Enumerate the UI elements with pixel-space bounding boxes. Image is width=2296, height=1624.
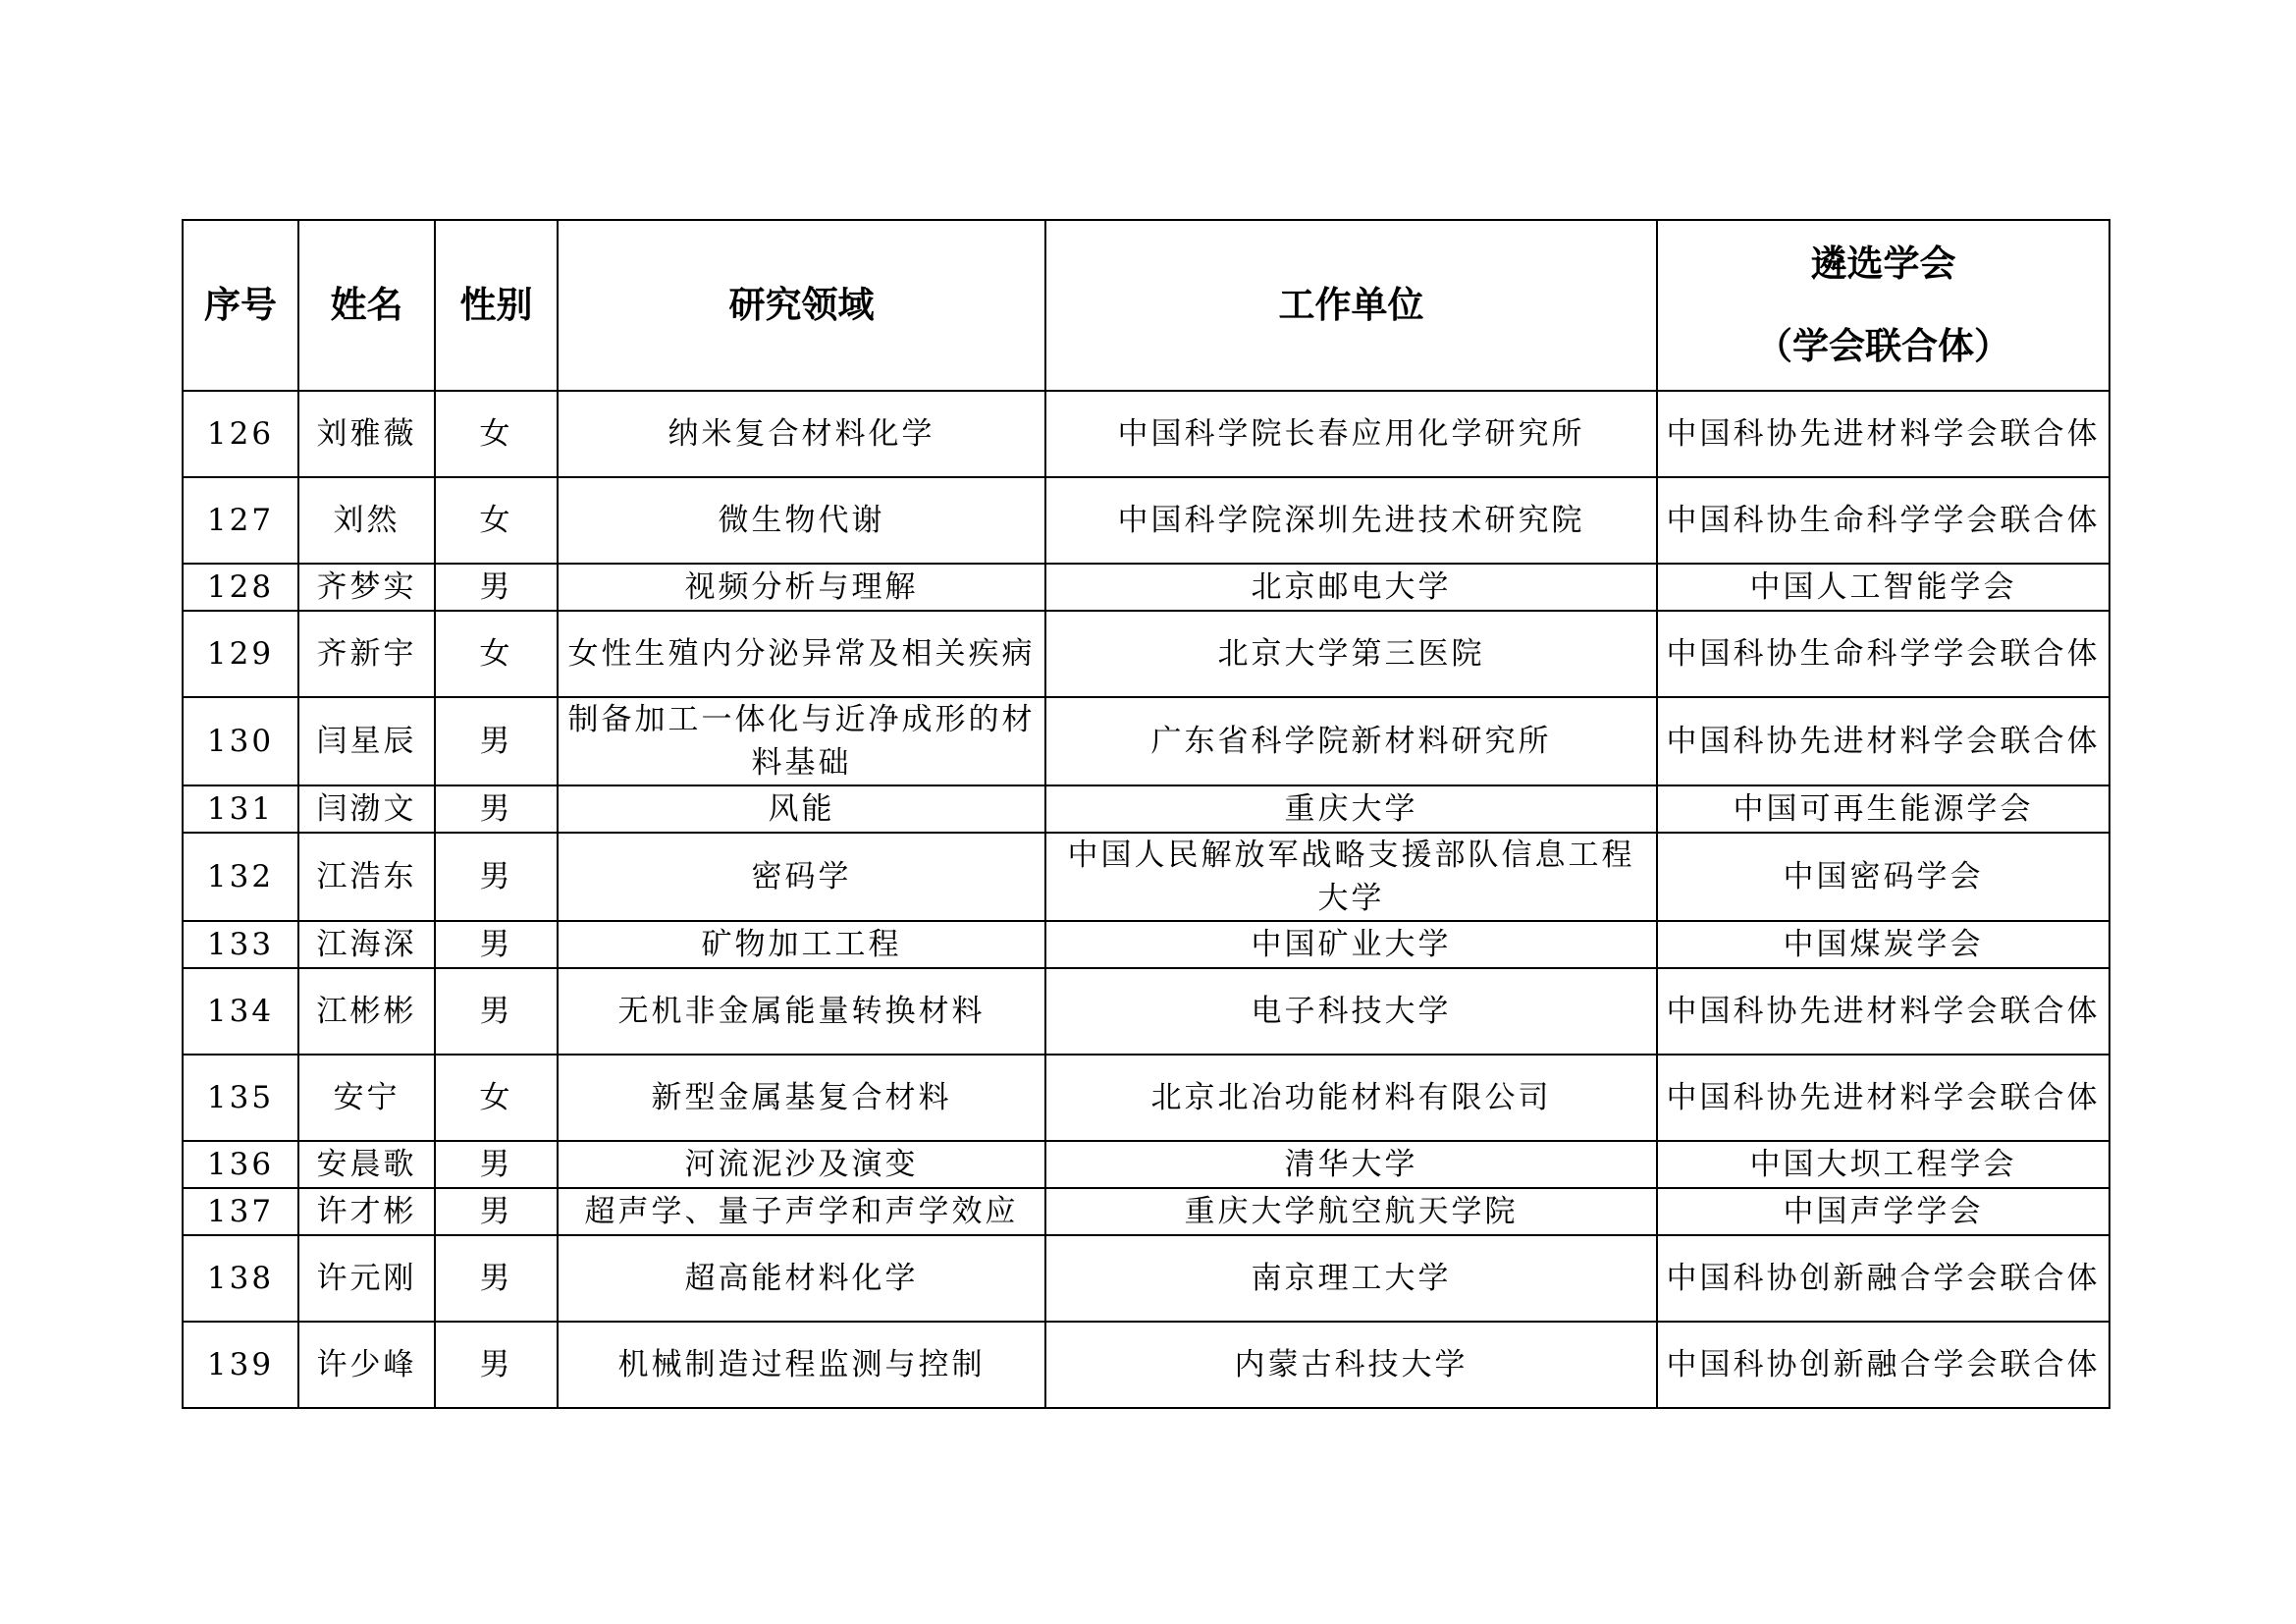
cell-name: 齐梦实 — [298, 564, 435, 611]
cell-field: 机械制造过程监测与控制 — [558, 1322, 1045, 1408]
cell-gender: 男 — [435, 1235, 558, 1322]
table-row — [183, 1322, 2109, 1408]
header-employer: 工作单位 — [1045, 220, 1657, 391]
cell-society: 中国密码学会 — [1657, 833, 2109, 921]
cell-field: 微生物代谢 — [558, 477, 1045, 564]
cell-employer: 中国矿业大学 — [1045, 921, 1657, 968]
cell-field: 女性生殖内分泌异常及相关疾病 — [558, 611, 1045, 697]
cell-society: 中国煤炭学会 — [1657, 921, 2109, 968]
table-row — [183, 564, 2109, 611]
table-row — [183, 785, 2109, 833]
cell-index: 130 — [183, 697, 298, 785]
cell-gender: 男 — [435, 785, 558, 833]
cell-employer: 北京大学第三医院 — [1045, 611, 1657, 697]
header-society — [1657, 220, 2109, 391]
header-name: 姓名 — [298, 220, 435, 391]
cell-index: 128 — [183, 564, 298, 611]
cell-employer: 清华大学 — [1045, 1141, 1657, 1188]
header-index: 序号 — [183, 220, 298, 391]
cell-name: 刘雅薇 — [298, 391, 435, 477]
cell-field: 矿物加工工程 — [558, 921, 1045, 968]
header-row — [183, 220, 2109, 391]
cell-field: 超高能材料化学 — [558, 1235, 1045, 1322]
cell-index: 138 — [183, 1235, 298, 1322]
cell-field: 风能 — [558, 785, 1045, 833]
table-row — [183, 1235, 2109, 1322]
cell-index: 134 — [183, 968, 298, 1055]
cell-field: 河流泥沙及演变 — [558, 1141, 1045, 1188]
header-society-line1: 遴选学会 — [1810, 242, 1956, 285]
cell-name: 齐新宇 — [298, 611, 435, 697]
cell-field: 无机非金属能量转换材料 — [558, 968, 1045, 1055]
cell-gender: 男 — [435, 1141, 558, 1188]
table-row — [183, 921, 2109, 968]
cell-society: 中国科协先进材料学会联合体 — [1657, 391, 2109, 477]
cell-gender: 男 — [435, 697, 558, 785]
header-gender: 性别 — [435, 220, 558, 391]
header-society-line2: （学会联合体） — [1756, 325, 2010, 367]
cell-employer: 北京北冶功能材料有限公司 — [1045, 1055, 1657, 1141]
header-field: 研究领域 — [558, 220, 1045, 391]
table-row — [183, 968, 2109, 1055]
table-row — [183, 697, 2109, 785]
cell-society: 中国科协先进材料学会联合体 — [1657, 968, 2109, 1055]
cell-gender: 男 — [435, 921, 558, 968]
cell-name: 许少峰 — [298, 1322, 435, 1408]
cell-name: 闫渤文 — [298, 785, 435, 833]
cell-gender: 男 — [435, 1188, 558, 1235]
cell-field: 纳米复合材料化学 — [558, 391, 1045, 477]
cell-employer: 重庆大学 — [1045, 785, 1657, 833]
cell-employer: 中国科学院深圳先进技术研究院 — [1045, 477, 1657, 564]
cell-index: 127 — [183, 477, 298, 564]
cell-society: 中国大坝工程学会 — [1657, 1141, 2109, 1188]
cell-name: 闫星辰 — [298, 697, 435, 785]
cell-index: 131 — [183, 785, 298, 833]
cell-field: 视频分析与理解 — [558, 564, 1045, 611]
cell-name: 许元刚 — [298, 1235, 435, 1322]
cell-name: 江浩东 — [298, 833, 435, 921]
table-row — [183, 1141, 2109, 1188]
cell-name: 刘然 — [298, 477, 435, 564]
cell-society: 中国科协创新融合学会联合体 — [1657, 1322, 2109, 1408]
cell-employer: 北京邮电大学 — [1045, 564, 1657, 611]
cell-gender: 男 — [435, 564, 558, 611]
cell-index: 132 — [183, 833, 298, 921]
cell-employer: 广东省科学院新材料研究所 — [1045, 697, 1657, 785]
table-row — [183, 1055, 2109, 1141]
cell-name: 安宁 — [298, 1055, 435, 1141]
table-row — [183, 611, 2109, 697]
cell-employer: 中国科学院长春应用化学研究所 — [1045, 391, 1657, 477]
cell-society: 中国科协生命科学学会联合体 — [1657, 611, 2109, 697]
cell-society: 中国科协生命科学学会联合体 — [1657, 477, 2109, 564]
cell-employer: 重庆大学航空航天学院 — [1045, 1188, 1657, 1235]
cell-gender: 女 — [435, 611, 558, 697]
cell-index: 139 — [183, 1322, 298, 1408]
cell-index: 133 — [183, 921, 298, 968]
cell-gender: 女 — [435, 1055, 558, 1141]
cell-society: 中国声学学会 — [1657, 1188, 2109, 1235]
cell-gender: 男 — [435, 968, 558, 1055]
cell-field: 超声学、量子声学和声学效应 — [558, 1188, 1045, 1235]
cell-name: 安晨歌 — [298, 1141, 435, 1188]
cell-society: 中国科协先进材料学会联合体 — [1657, 1055, 2109, 1141]
roster-table — [182, 219, 2110, 1409]
cell-gender: 男 — [435, 1322, 558, 1408]
cell-field: 密码学 — [558, 833, 1045, 921]
cell-index: 129 — [183, 611, 298, 697]
cell-gender: 女 — [435, 391, 558, 477]
table-row — [183, 1188, 2109, 1235]
cell-index: 137 — [183, 1188, 298, 1235]
cell-employer: 南京理工大学 — [1045, 1235, 1657, 1322]
table-row — [183, 477, 2109, 564]
table-row — [183, 391, 2109, 477]
cell-field: 新型金属基复合材料 — [558, 1055, 1045, 1141]
cell-society: 中国可再生能源学会 — [1657, 785, 2109, 833]
cell-index: 126 — [183, 391, 298, 477]
cell-employer: 中国人民解放军战略支援部队信息工程大学 — [1045, 833, 1657, 921]
cell-name: 许才彬 — [298, 1188, 435, 1235]
cell-society: 中国科协创新融合学会联合体 — [1657, 1235, 2109, 1322]
cell-index: 135 — [183, 1055, 298, 1141]
cell-field: 制备加工一体化与近净成形的材料基础 — [558, 697, 1045, 785]
cell-index: 136 — [183, 1141, 298, 1188]
cell-name: 江彬彬 — [298, 968, 435, 1055]
cell-employer: 内蒙古科技大学 — [1045, 1322, 1657, 1408]
cell-gender: 女 — [435, 477, 558, 564]
table-row — [183, 833, 2109, 921]
cell-society: 中国科协先进材料学会联合体 — [1657, 697, 2109, 785]
cell-name: 江海深 — [298, 921, 435, 968]
cell-gender: 男 — [435, 833, 558, 921]
cell-employer: 电子科技大学 — [1045, 968, 1657, 1055]
cell-society: 中国人工智能学会 — [1657, 564, 2109, 611]
